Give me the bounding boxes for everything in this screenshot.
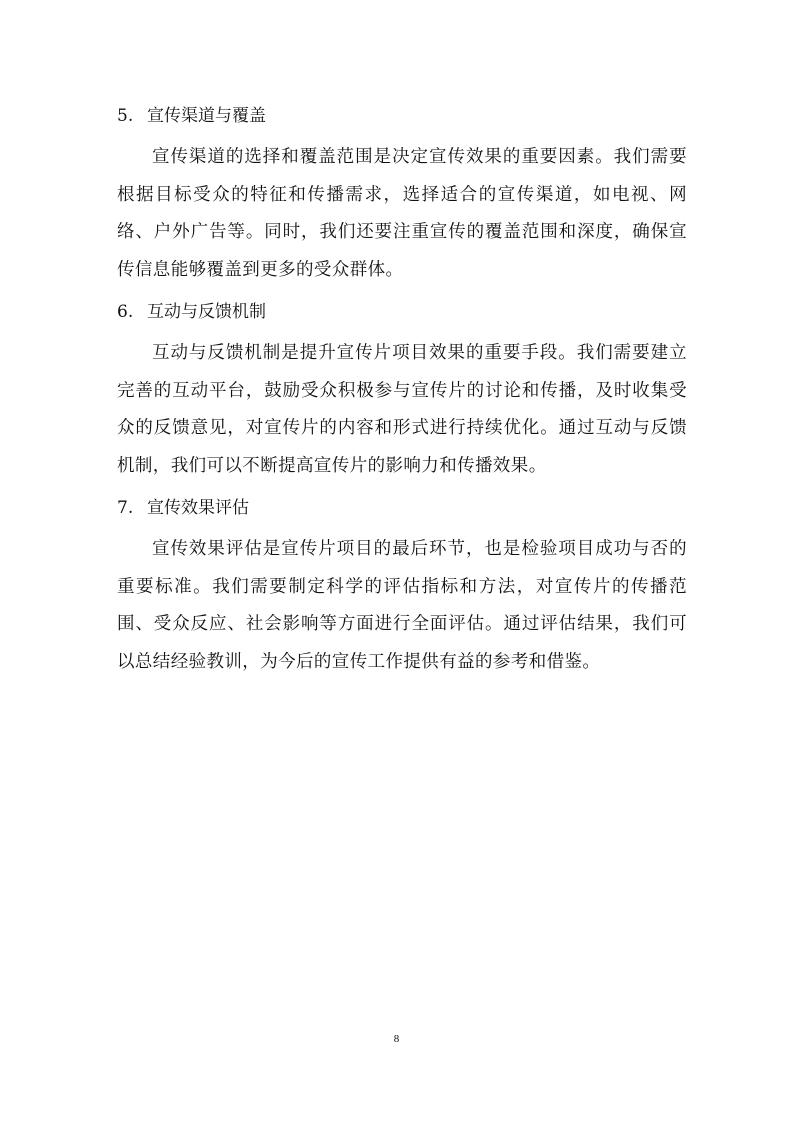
section-heading-7 xyxy=(117,494,687,522)
section-title: 宣传效果评估 xyxy=(147,498,249,518)
section-paragraph: 宣传渠道的选择和覆盖范围是决定宣传效果的重要因素。我们需要根据目标受众的特征和传播需求，选择适合的宣传渠道，如电视、网络、户外广告等。同时，我们还要注重宣传的覆盖范围和深度，确保宣传信息能够覆盖到更多的受众群体。 xyxy=(117,147,687,280)
section-number: 7. xyxy=(117,498,134,518)
section-heading-6 xyxy=(117,298,687,326)
section-number: 5. xyxy=(117,106,134,126)
section-paragraph: 互动与反馈机制是提升宣传片项目效果的重要手段。我们需要建立完善的互动平台，鼓励受众积极参与宣传片的讨论和传播，及时收集受众的反馈意见，对宣传片的内容和形式进行持续优化。通过互动与反馈机制，我们可以不断提高宣传片的影响力和传播效果。 xyxy=(117,343,687,476)
section-heading-5 xyxy=(117,102,687,130)
section-title: 互动与反馈机制 xyxy=(147,302,266,322)
page-content xyxy=(117,102,687,690)
section-paragraph: 宣传效果评估是宣传片项目的最后环节，也是检验项目成功与否的重要标准。我们需要制定科学的评估指标和方法，对宣传片的传播范围、受众反应、社会影响等方面进行全面评估。通过评估结果，我们可以总结经验教训，为今后的宣传工作提供有益的参考和借鉴。 xyxy=(117,539,687,672)
section-title: 宣传渠道与覆盖 xyxy=(147,106,266,126)
section-number: 6. xyxy=(117,302,134,322)
page-number: 8 xyxy=(393,1033,400,1045)
